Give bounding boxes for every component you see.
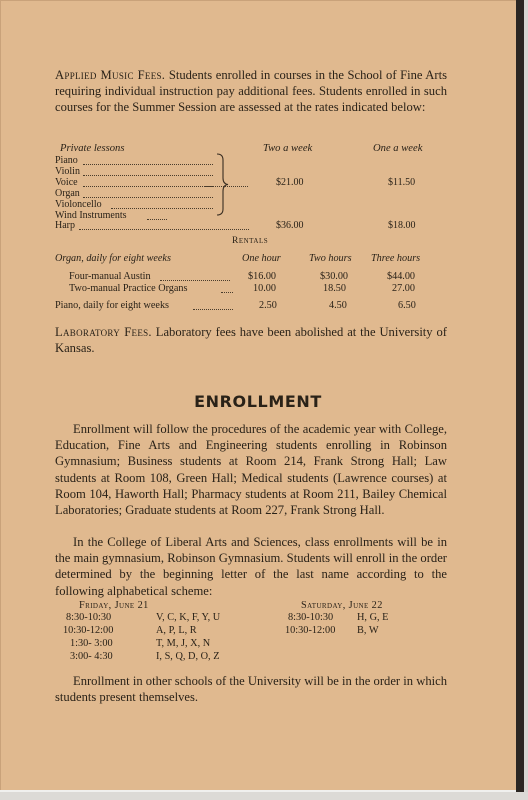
schedule-time: 10:30-12:00: [63, 625, 114, 636]
leader-dots: [83, 156, 213, 165]
leader-dots: [111, 200, 213, 209]
rental-value: 6.50: [398, 300, 416, 311]
schedule-letters: V, C, K, F, Y, U: [156, 612, 221, 623]
rental-value: $16.00: [248, 271, 277, 282]
rental-row-label: Two-manual Practice Organs: [69, 283, 188, 294]
saturday-title: Saturday, June 22: [301, 600, 383, 611]
rental-value: $44.00: [387, 271, 416, 282]
one-a-week-header: One a week: [373, 143, 423, 154]
rental-value: 4.50: [329, 300, 347, 311]
rental-row-label: Piano, daily for eight weeks: [55, 300, 170, 311]
instrument-piano: Piano: [55, 155, 78, 166]
three-hours-header: Three hours: [371, 253, 421, 264]
rental-value: 10.00: [253, 283, 276, 294]
instrument-wind: Wind Instruments: [55, 210, 127, 221]
schedule-letters: A, P, L, R: [156, 625, 197, 636]
rental-row-label: Four-manual Austin: [69, 271, 151, 282]
rental-value: 2.50: [259, 300, 277, 311]
scan-edge: [516, 0, 524, 792]
leader-dots: [79, 221, 249, 230]
leader-dots: [160, 272, 230, 281]
two-a-week-header: Two a week: [263, 143, 313, 154]
schedule-letters: T, M, J, X, N: [156, 638, 211, 649]
schedule-letters: H, G, E: [357, 612, 389, 623]
schedule-letters: B, W: [357, 625, 379, 636]
laboratory-fees-paragraph: [55, 324, 447, 356]
leader-dots: [83, 189, 213, 198]
instrument-violoncello: Violoncello: [55, 199, 102, 210]
applied-music-fees-lead: Applied Music Fees.: [55, 68, 166, 82]
group-fee-one-a-week: $11.50: [388, 177, 416, 188]
scan-margin: [0, 792, 528, 800]
applied-music-fees-paragraph: [55, 67, 447, 116]
one-hour-header: One hour: [242, 253, 281, 264]
schedule-time: 8:30-10:30: [66, 612, 112, 623]
harp-two-a-week: $36.00: [276, 220, 304, 231]
enrollment-paragraph-2: In the College of Liberal Arts and Sciences, class enrollments will be in the main gymnasium, Robinson Gymnasium. Students will enroll in the order determined by the beginning letter of the last name according to the following alphabetical scheme:: [55, 535, 447, 598]
rental-value: 18.50: [323, 283, 346, 294]
schedule-time: 1:30- 3:00: [70, 638, 113, 649]
enrollment-paragraph-1: Enrollment will follow the procedures of the academic year with College, Education, Fine Arts and Engineering students enrolling in Robinson Gymnasium; Business students at Room 214, Frank Strong Hall; Law students at Room 108, Green Hall; Medical students (Lawrence courses) at Room 104, Haworth Hall; Pharmacy students at Room 211, Bailey Chemical Laboratories; Graduate students at Room 227, Frank Strong Hall.: [55, 422, 447, 518]
laboratory-fees-text: Laboratory fees have been abolished at the University of Kansas.: [55, 325, 447, 356]
rental-value: $30.00: [320, 271, 349, 282]
schedule-time: 8:30-10:30: [288, 612, 334, 623]
enrollment-paragraph-3: Enrollment in other schools of the University will be in the order in which students present themselves.: [55, 674, 447, 705]
leader-dots: [193, 301, 233, 310]
leader-dots: [83, 178, 213, 187]
harp-one-a-week: $18.00: [388, 220, 416, 231]
two-hours-header: Two hours: [309, 253, 352, 264]
instrument-organ: Organ: [55, 188, 80, 199]
friday-title: Friday, June 21: [79, 600, 149, 611]
rental-value: 27.00: [392, 283, 415, 294]
schedule-letters: I, S, Q, D, O, Z: [156, 651, 220, 662]
leader-dots: [83, 167, 213, 176]
laboratory-fees-lead: Laboratory Fees.: [55, 325, 152, 339]
private-lessons-header: Private lessons: [60, 143, 125, 154]
schedule-time: 10:30-12:00: [285, 625, 336, 636]
rentals-title: Rentals: [232, 236, 269, 246]
leader-dots: [221, 284, 233, 293]
instrument-voice: Voice: [55, 177, 78, 188]
instrument-violin: Violin: [55, 166, 80, 177]
enrollment-heading: ENROLLMENT: [194, 392, 322, 411]
schedule-time: 3:00- 4:30: [70, 651, 113, 662]
group-fee-two-a-week: $21.00: [276, 177, 304, 188]
applied-music-fees-text: Students enrolled in courses in the School of Fine Arts requiring individual instruction pay additional fees. Students enrolled in such courses for the Summer Session are assessed at the rates indicated below:: [55, 68, 447, 115]
scan-margin: [524, 0, 528, 800]
leader-dots: [205, 178, 248, 187]
instrument-harp: Harp: [55, 220, 75, 231]
leader-dots: [147, 211, 167, 220]
organ-rental-header: Organ, daily for eight weeks: [55, 253, 171, 264]
